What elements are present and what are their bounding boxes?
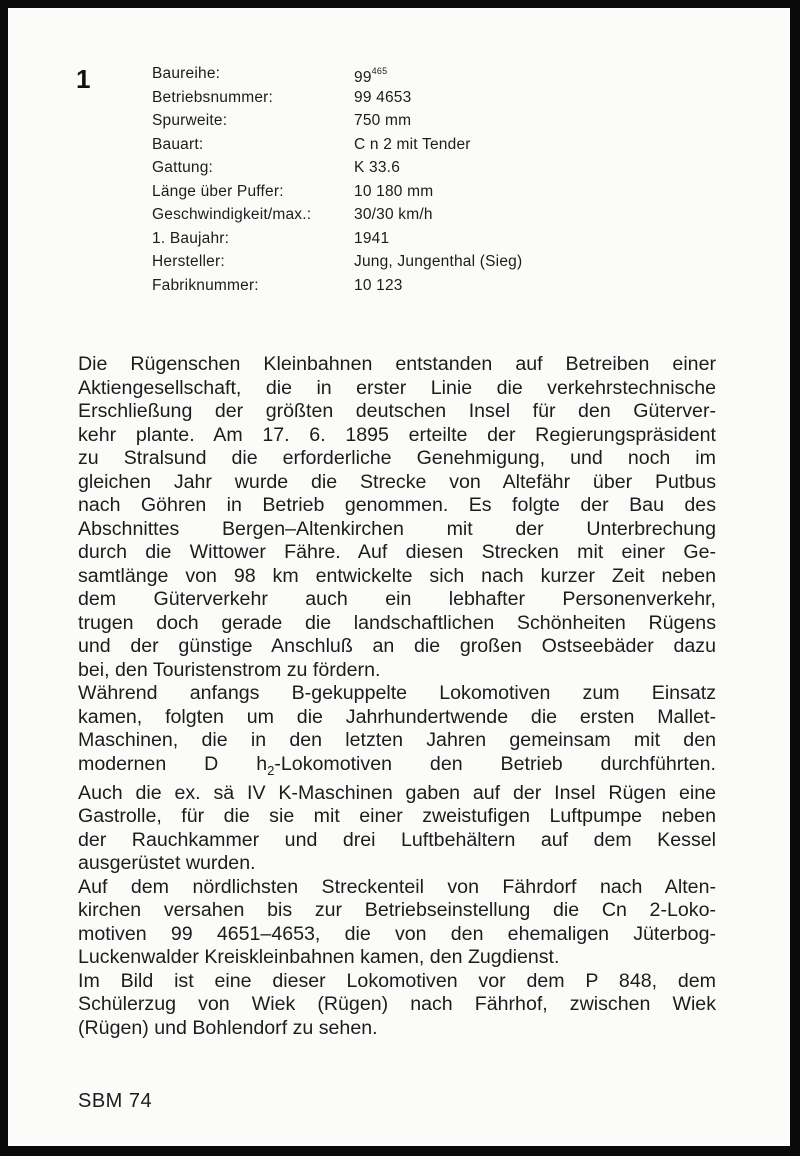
spec-value: C n 2 mit Tender (354, 135, 471, 153)
spec-row-baureihe (152, 62, 522, 86)
card-number: 1 (76, 64, 91, 94)
spec-value: 10 123 (354, 276, 403, 294)
text-line: bei, den Touristenstrom zu fördern. (78, 658, 381, 681)
text-line: gleichen Jahr wurde die Strecke von Altefähr über Putbus (78, 470, 716, 493)
text-line: und der günstige Anschluß an die großen Ostseebäder dazu (78, 635, 716, 657)
spec-row-spurweite (152, 109, 522, 133)
text-line: (Rügen) und Bohlendorf zu sehen. (78, 1016, 378, 1039)
spec-row-baujahr (152, 227, 522, 251)
spec-label: Spurweite: (152, 112, 228, 129)
spec-row-gattung (152, 156, 522, 180)
spec-value: $99^{465}$ (354, 66, 388, 87)
spec-label: Gattung: (152, 159, 214, 176)
text-line: Auch die ex. sä IV K-Maschinen gaben auf der Insel Rügen eine (78, 781, 716, 804)
spec-row-fabriknummer (152, 274, 522, 298)
spec-label: 1. Baujahr: (152, 229, 230, 247)
text-line: dem Güterverkehr auch ein lebhafter Personenverkehr, (78, 588, 716, 610)
spec-label: Bauart: (152, 135, 204, 153)
spec-value-superscript: 465 (371, 66, 388, 76)
text-line: zu Stralsund die erforderliche Genehmigung, und noch im (78, 447, 716, 469)
description-text (78, 353, 716, 1040)
spec-label: Geschwindigkeit/max.: (152, 206, 312, 223)
spec-row-bauart (152, 133, 522, 157)
text-line: Im Bild ist eine dieser Lokomotiven vor dem P 848, dem (78, 969, 716, 992)
text-line: motiven 99 4651–4653, die von den ehemaligen Jüterbog- (78, 922, 716, 945)
spec-row-betriebsnummer (152, 86, 522, 110)
subscript: 2 (267, 762, 275, 778)
spec-value: 30/30 km/h (354, 206, 433, 223)
text-line: Abschnittes Bergen–Altenkirchen mit der Unterbrechung (78, 517, 716, 540)
text-line: durch die Wittower Fähre. Auf diesen Strecken mit einer Ge- (78, 541, 716, 563)
text-line: Aktiengesellschaft, die in erster Linie die verkehrstechnische (78, 376, 716, 399)
text-line: Maschinen, die in den letzten Jahren gemeinsam mit den (78, 729, 716, 751)
spec-value: 99 4653 (354, 88, 412, 106)
text-line: Die Rügenschen Kleinbahnen entstanden auf Betreiben einer (78, 353, 716, 375)
spec-value: 750 mm (354, 112, 412, 129)
text-line: Während anfangs B-gekuppelte Lokomotiven zum Einsatz (78, 682, 716, 704)
text-line: ausgerüstet wurden. (78, 852, 256, 875)
series-code: SBM 74 (78, 1090, 153, 1112)
specs-table (152, 62, 522, 297)
paragraph-northern-section (78, 876, 716, 970)
text-line: Luckenwalder Kreiskleinbahnen kamen, den Zugdienst. (78, 946, 560, 969)
text-line: kamen, folgten um die Jahrhundertwende die ersten Mallet- (78, 705, 716, 728)
spec-label: Fabriknummer: (152, 276, 259, 294)
text-line: trugen doch gerade die landschaftlichen Schönheiten Rügens (78, 611, 716, 634)
spec-label: Hersteller: (152, 253, 225, 270)
text-line: samtlänge von 98 km entwickelte sich nach kurzer Zeit neben (78, 564, 716, 587)
spec-value: K 33.6 (354, 159, 401, 176)
postcard-back (8, 8, 790, 1146)
spec-value: 10 180 mm (354, 182, 434, 200)
spec-label: Länge über Puffer: (152, 182, 284, 200)
spec-row-hersteller (152, 250, 522, 274)
spec-value: Jung, Jungenthal (Sieg) (354, 253, 523, 270)
spec-row-laenge (152, 180, 522, 204)
text-line: kehr plante. Am 17. 6. 1895 erteilte der Regierungspräsident (78, 423, 716, 446)
spec-row-geschwindigkeit (152, 203, 522, 227)
text-line: der Rauchkammer und drei Luftbehältern auf dem Kessel (78, 828, 716, 851)
spec-label: Betriebsnummer: (152, 88, 274, 106)
text-line: modernen D $h_2$-Lokomotiven den Betrieb durchführten. (78, 752, 717, 778)
text-line: nach Göhren in Betrieb genommen. Es folgte der Bau des (78, 494, 716, 516)
spec-value: 1941 (354, 229, 390, 247)
text-line: Schülerzug von Wiek (Rügen) nach Fährhof, zwischen Wiek (78, 993, 716, 1016)
text-line: kirchen versahen bis zur Betriebseinstellung die Cn 2-Loko- (78, 899, 716, 922)
spec-label: Baureihe: (152, 65, 221, 82)
text-line: Erschließung der größten deutschen Insel für den Güterver- (78, 400, 716, 422)
text-line: Gastrolle, für die sie mit einer zweistufigen Luftpumpe neben (78, 805, 716, 828)
text-line: Auf dem nördlichsten Streckenteil von Fährdorf nach Alten- (78, 875, 716, 898)
paragraph-picture-caption (78, 970, 716, 1041)
paragraph-history (78, 353, 716, 682)
paragraph-locomotives (78, 682, 716, 876)
